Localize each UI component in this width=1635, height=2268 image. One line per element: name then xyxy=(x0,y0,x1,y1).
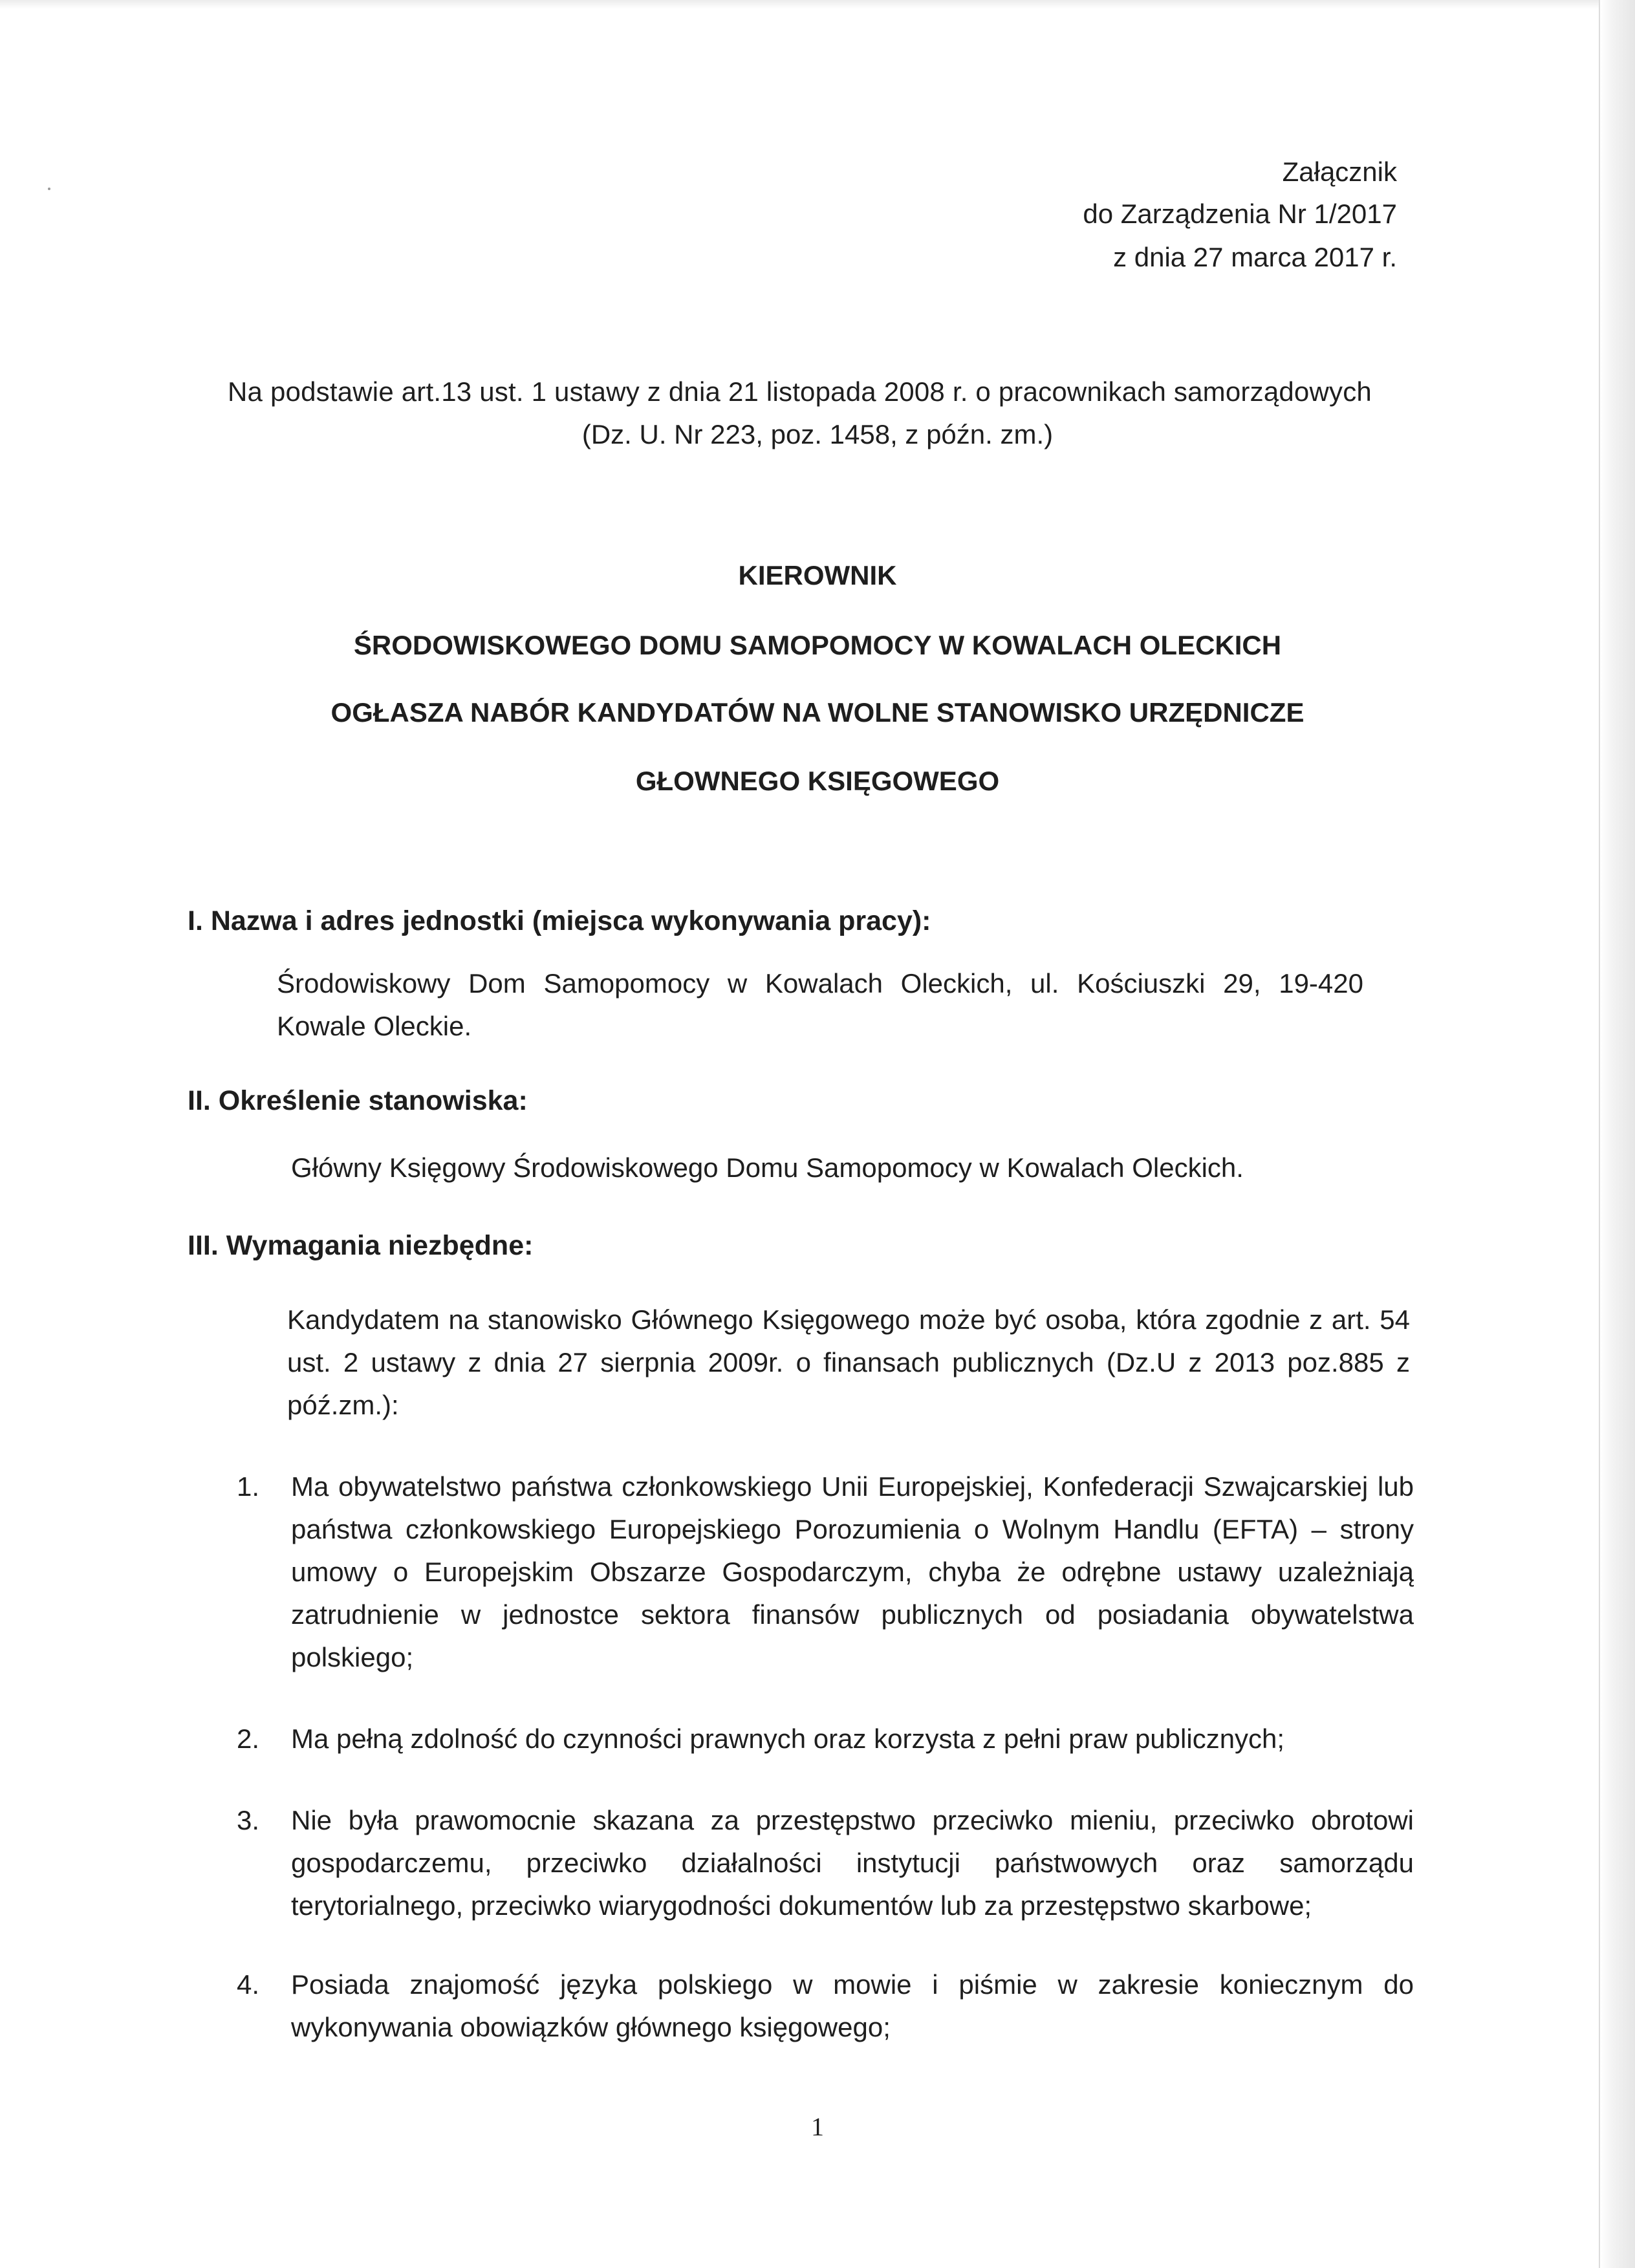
page-number: 1 xyxy=(811,2112,824,2141)
section-3-title: III. Wymagania niezbędne: xyxy=(188,1230,534,1261)
requirement-text: Ma obywatelstwo państwa członkowskiego Unii Europejskiej, Konfederacji Szwajcarskiej lub państwa członkowskiego Europejskiego Porozumienia o Wolnym Handlu (EFTA) – strony umowy o Europejskim Obszarze Gospodarczym, chyba że odrębne ustawy uzależniają zatrudnienie w jednostce sektora finansów publicznych od posiadania obywatelstwa polskiego; xyxy=(291,1471,1414,1672)
requirement-number: 3. xyxy=(237,1805,260,1835)
section-1-text: Środowiskowy Dom Samopomocy w Kowalach Oleckich, ul. Kościuszki 29, 19-420 Kowale Oleckie. xyxy=(277,968,1363,1041)
section-2-text: Główny Księgowy Środowiskowego Domu Samopomocy w Kowalach Oleckich. xyxy=(291,1152,1244,1183)
requirement-number: 2. xyxy=(237,1723,260,1754)
legal-basis-line-1: Na podstawie art.13 ust. 1 ustawy z dnia 21 listopada 2008 r. o pracownikach samorządowych xyxy=(228,376,1372,407)
heading-announcement: OGŁASZA NABÓR KANDYDATÓW NA WOLNE STANOWISKO URZĘDNICZE xyxy=(330,697,1305,728)
requirement-number: 4. xyxy=(237,1969,260,2000)
attachment-line-3: z dnia 27 marca 2017 r. xyxy=(1113,242,1397,272)
requirement-text: Posiada znajomość języka polskiego w mowie i piśmie w zakresie koniecznym do wykonywania obowiązków głównego księgowego; xyxy=(291,1969,1414,2042)
section-3-intro: Kandydatem na stanowisko Głównego Księgowego może być osoba, która zgodnie z art. 54 ust. 2 ustawy z dnia 27 sierpnia 2009r. o finansach publicznych (Dz.U z 2013 poz.885 z póź.zm.): xyxy=(287,1304,1410,1420)
attachment-line-1: Załącznik xyxy=(1282,157,1397,187)
attachment-line-2: do Zarządzenia Nr 1/2017 xyxy=(1083,199,1397,229)
requirement-text: Nie była prawomocnie skazana za przestępstwo przeciwko mieniu, przeciwko obrotowi gospodarczemu, przeciwko działalności instytucji państwowych oraz samorządu terytorialnego, przeciwko wiarygodności dokumentów lub za przestępstwo skarbowe; xyxy=(291,1805,1414,1921)
legal-basis-line-2: (Dz. U. Nr 223, poz. 1458, z późn. zm.) xyxy=(581,419,1054,449)
heading-position: GŁOWNEGO KSIĘGOWEGO xyxy=(635,766,1000,796)
heading-institution: ŚRODOWISKOWEGO DOMU SAMOPOMOCY W KOWALACH OLECKICH xyxy=(353,630,1282,660)
requirement-text: Ma pełną zdolność do czynności prawnych oraz korzysta z pełni praw publicznych; xyxy=(291,1723,1285,1754)
requirement-number: 1. xyxy=(237,1471,260,1502)
section-1-title: I. Nazwa i adres jednostki (miejsca wykonywania pracy): xyxy=(188,905,931,936)
heading-kierownik: KIEROWNIK xyxy=(738,560,897,590)
section-2-title: II. Określenie stanowiska: xyxy=(188,1085,528,1116)
